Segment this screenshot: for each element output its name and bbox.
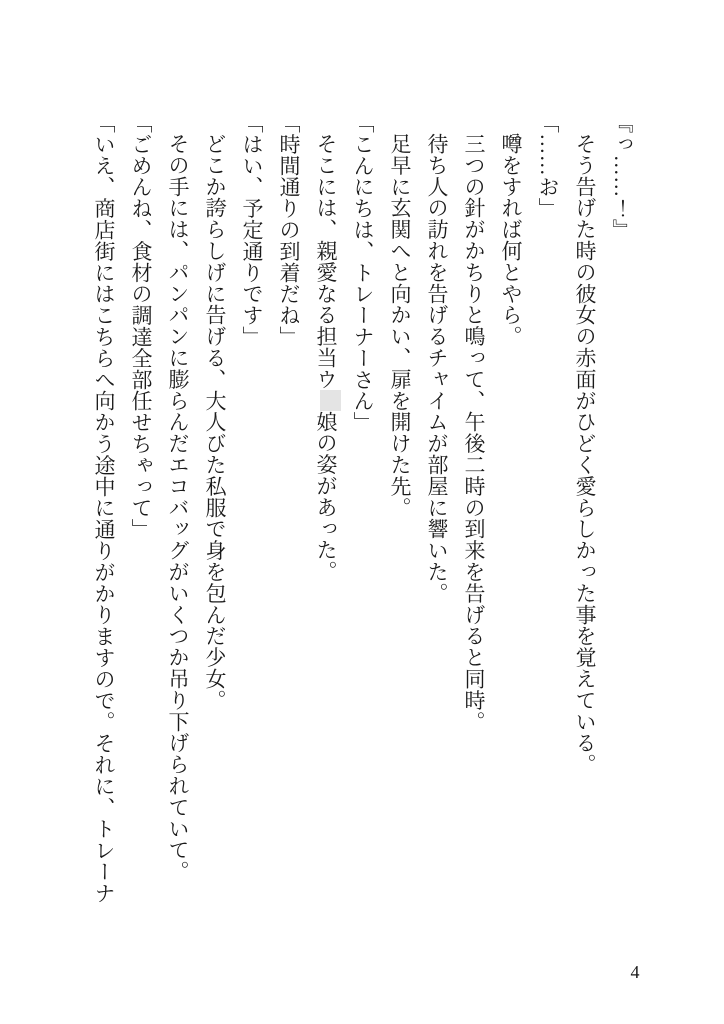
text-line: 「はい、予定通りです」 xyxy=(240,112,264,348)
censored-character-box xyxy=(320,390,341,411)
text-line: 「こんにちは、トレーナーさん」 xyxy=(351,112,375,433)
text-segment: 娘の姿があった。 xyxy=(314,410,338,583)
text-line: どこか誇らしげに告げる、大人びた私服で身を包んだ少女。 xyxy=(203,133,227,711)
text-line: 足早に玄関へと向かい、扉を開けた先。 xyxy=(388,133,412,519)
text-segment: そこには、親愛なる担当ウ xyxy=(314,133,338,390)
text-line: 三つの針がかちりと鳴って、午後二時の到来を告げると同時。 xyxy=(462,133,486,733)
text-line: その手には、パンパンに膨らんだエコバッグがいくつか吊り下げられていて。 xyxy=(166,133,190,882)
text-line: 「ごめんね、食材の調達全部任せちゃって」 xyxy=(129,112,153,540)
text-line: 「時間通りの到着だね」 xyxy=(277,112,301,348)
text-line xyxy=(307,112,344,924)
text-line: 待ち人の訪れを告げるチャイムが部屋に響いた。 xyxy=(425,133,449,604)
text-line: 『っ……！』 xyxy=(610,112,634,241)
vertical-text-block xyxy=(83,112,640,924)
page-number: 4 xyxy=(630,962,640,982)
text-line: そう告げた時の彼女の赤面がひどく愛らしかった事を覚えている。 xyxy=(573,133,597,775)
text-line: 噂をすれば何とやら。 xyxy=(499,133,523,347)
text-line: 「いえ、商店街にはこちらへ向かう途中に通りがかりますので。それに、トレーナ xyxy=(92,112,116,904)
text-line: 「……お」 xyxy=(536,112,560,219)
